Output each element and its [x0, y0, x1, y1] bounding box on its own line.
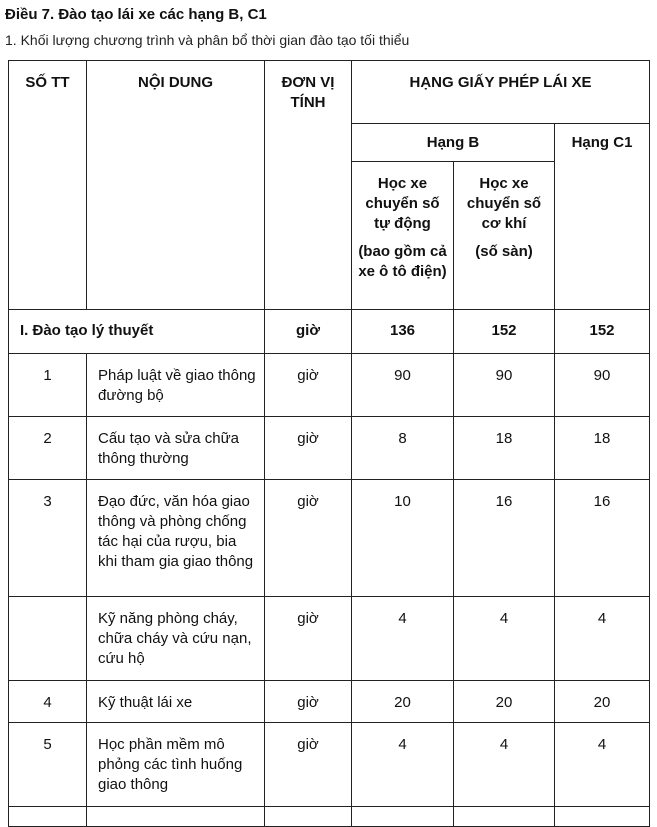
- training-hours-table: [8, 60, 650, 827]
- row-b-manual: 4: [454, 723, 555, 807]
- row-content: Cấu tạo và sửa chữa thông thường: [87, 417, 265, 480]
- header-content: NỘI DUNG: [87, 61, 265, 310]
- row-b-manual: 90: [454, 354, 555, 417]
- row-content: Đạo đức, văn hóa giao thông và phòng chống tác hại của rượu, bia khi tham gia giao thông: [87, 480, 265, 597]
- section-label: I. Đào tạo lý thuyết: [9, 310, 265, 354]
- header-b-manual-note: (số sàn): [475, 243, 533, 260]
- row-unit: giờ: [265, 417, 352, 480]
- header-b-manual-label: Học xe chuyển số cơ khí: [466, 175, 542, 232]
- row-unit: giờ: [265, 354, 352, 417]
- row-stt: [9, 597, 87, 681]
- row-b-auto: 4: [352, 597, 454, 681]
- row-unit: giờ: [265, 597, 352, 681]
- table-row: [9, 354, 650, 417]
- section-b-manual: 152: [454, 310, 555, 354]
- row-stt: 4: [9, 681, 87, 723]
- section-row: [9, 310, 650, 354]
- header-stt: SỐ TT: [9, 61, 87, 310]
- table-row: [9, 597, 650, 681]
- table-row: [9, 417, 650, 480]
- table-row: [9, 480, 650, 597]
- row-b-manual: [454, 807, 555, 827]
- row-b-manual: 4: [454, 597, 555, 681]
- row-c1: 16: [555, 480, 650, 597]
- row-c1: [555, 807, 650, 827]
- header-class-b: Hạng B: [352, 124, 555, 162]
- header-b-automatic: [352, 162, 454, 310]
- row-content: [87, 807, 265, 827]
- header-b-automatic-label: Học xe chuyển số tự động: [365, 175, 440, 232]
- row-b-manual: 16: [454, 480, 555, 597]
- row-b-auto: [352, 807, 454, 827]
- row-stt: 2: [9, 417, 87, 480]
- row-stt: 3: [9, 480, 87, 597]
- row-stt: 1: [9, 354, 87, 417]
- row-c1: 4: [555, 597, 650, 681]
- table-row: [9, 807, 650, 827]
- row-b-auto: 90: [352, 354, 454, 417]
- row-stt: 5: [9, 723, 87, 807]
- header-license-classes: HẠNG GIẤY PHÉP LÁI XE: [352, 61, 650, 124]
- row-content: Pháp luật về giao thông đường bộ: [87, 354, 265, 417]
- header-class-c1: Hạng C1: [555, 124, 650, 310]
- section-b-auto: 136: [352, 310, 454, 354]
- row-content: Kỹ thuật lái xe: [87, 681, 265, 723]
- row-c1: 18: [555, 417, 650, 480]
- section-subheading: 1. Khối lượng chương trình và phân bổ thời gian đào tạo tối thiểu: [5, 32, 410, 48]
- row-b-auto: 20: [352, 681, 454, 723]
- section-c1: 152: [555, 310, 650, 354]
- row-c1: 20: [555, 681, 650, 723]
- row-stt: [9, 807, 87, 827]
- table-row: [9, 681, 650, 723]
- section-unit: giờ: [265, 310, 352, 354]
- row-content: Học phần mềm mô phỏng các tình huống giao thông: [87, 723, 265, 807]
- row-c1: 4: [555, 723, 650, 807]
- row-c1: 90: [555, 354, 650, 417]
- row-unit: giờ: [265, 723, 352, 807]
- row-content: Kỹ năng phòng cháy, chữa cháy và cứu nạn, cứu hộ: [87, 597, 265, 681]
- article-heading: Điều 7. Đào tạo lái xe các hạng B, C1: [5, 6, 267, 23]
- row-unit: giờ: [265, 681, 352, 723]
- row-b-auto: 4: [352, 723, 454, 807]
- row-unit: [265, 807, 352, 827]
- row-b-manual: 20: [454, 681, 555, 723]
- header-b-automatic-note: (bao gồm cả xe ô tô điện): [358, 243, 447, 280]
- row-unit: giờ: [265, 480, 352, 597]
- row-b-auto: 8: [352, 417, 454, 480]
- table-row: [9, 723, 650, 807]
- header-unit: ĐƠN VỊ TÍNH: [265, 61, 352, 310]
- row-b-manual: 18: [454, 417, 555, 480]
- row-b-auto: 10: [352, 480, 454, 597]
- header-b-manual: [454, 162, 555, 310]
